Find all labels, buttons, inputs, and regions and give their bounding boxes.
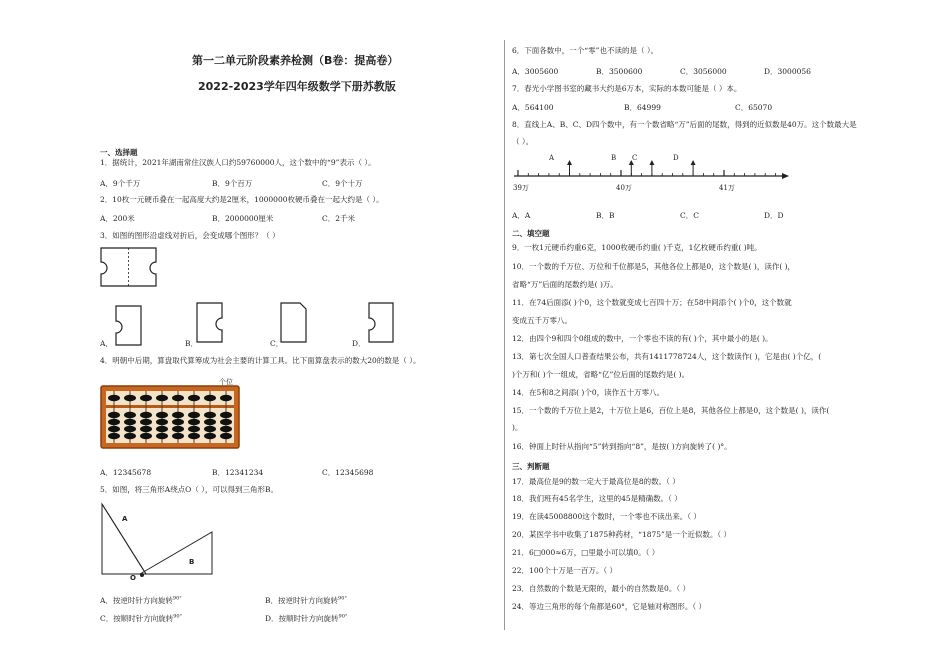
tick-39: 39万 [513, 184, 529, 192]
abacus-bead [204, 433, 216, 439]
q7-option-a: A．564100 [512, 103, 554, 112]
question-2: 2．10枚一元硬币叠在一起高度大约是2厘米，1000000枚硬币叠在一起大约是（ ）。 [100, 195, 384, 204]
question-3: 3．如图的图形沿虚线对折后，会变成哪个图形？（ ） [100, 231, 280, 240]
abacus-bead [172, 433, 184, 439]
q3-option-b: B． [185, 339, 199, 348]
q8-option-c: C．C [680, 211, 699, 220]
abacus-label: 个位 [219, 378, 233, 386]
point-o-label: O [130, 574, 136, 582]
section-choice: 一、选择题 [100, 148, 138, 157]
page-title: 第一二单元阶段素养检测（B卷：提高卷） [192, 54, 399, 67]
q6-option-a: A．3005600 [512, 67, 559, 76]
q2-option-a: A．200米 [100, 214, 135, 223]
triangle-b-label: B [189, 558, 195, 566]
tick-40: 40万 [616, 184, 632, 192]
question-19: 19．在读45008800这个数时，一个零也不读出来。（ ） [512, 512, 701, 521]
abacus-bead [172, 419, 184, 425]
abacus-bead [124, 395, 136, 401]
question-4: 4．明朝中后期，算盘取代算筹成为社会主要的计算工具。比下面算盘表示的数大20的数是（ ）。 [100, 356, 421, 365]
abacus-bead [220, 426, 232, 432]
abacus-bead [140, 419, 152, 425]
question-5: 5．如图，将三角形A绕点O（ ），可以得到三角形B。 [100, 485, 278, 494]
abacus-bead [204, 395, 216, 401]
abacus-bead [172, 426, 184, 432]
q6-option-d: D．3000056 [764, 67, 811, 76]
number-line-arrowhead [567, 160, 572, 165]
q8-option-a: A．A [512, 211, 531, 220]
tick-41: 41万 [719, 184, 735, 192]
question-9: 9．一枚1元硬币约重6克，1000枚硬币约重( )千克，1亿枚硬币约重( )吨。 [512, 243, 762, 252]
question-11: 11．在74后面添( )个0，这个数就变成七百四十万；在58中间添个( )个0，这个数就 [512, 298, 792, 307]
q1-option-a: A．9个千万 [100, 179, 141, 188]
question-8: 8．直线上A、B、C、D四个数中，有一个数省略“万”后面的尾数，得到的近似数是40万。这个数最大是 [512, 120, 857, 129]
abacus-bead [140, 433, 152, 439]
question-7: 7．春光小学图书室的藏书大约是6万本，实际的本数可能是（ ）本。 [512, 84, 742, 93]
point-a-label: A [549, 154, 555, 162]
q3-option-c-shape [280, 302, 310, 344]
question-22: 22．100个十万是一百万。（ ） [512, 566, 617, 575]
question-15: 15．一个数的千万位上是2，十万位上是6，百位上是8，其他各位上都是0，这个数是( )，读作( [512, 406, 830, 415]
abacus-bead [220, 395, 232, 401]
section-fill: 二、填空题 [512, 229, 550, 238]
abacus-bead [204, 426, 216, 432]
question-11-cont: 变成五千万零八。 [512, 316, 572, 325]
question-12: 12．由四个9和四个0组成的数中，一个零也不读的有( )个，其中最小的是( )。 [512, 334, 773, 343]
q8-option-b: B．B [596, 211, 615, 220]
page-subtitle: 2022-2023学年四年级数学下册苏教版 [198, 80, 396, 93]
question-8-cont: （ ）。 [512, 137, 534, 146]
question-1: 1．据统计，2021年湖南常住汉族人口约59760000人，这个数中的“9”表示（ ）。 [100, 158, 376, 167]
abacus-bead [108, 426, 120, 432]
abacus-bead [188, 419, 200, 425]
q4-option-b: B．12341234 [212, 468, 264, 477]
abacus-bead [124, 433, 136, 439]
question-13-cont: )个万和( )个一组成，省略“亿”位后面的尾数约是( )。 [512, 370, 690, 379]
point-d-label: D [673, 154, 679, 162]
q8-option-d: D．D [764, 211, 784, 220]
abacus-bead [140, 395, 152, 401]
question-6: 6．下面各数中，一个“零”也不读的是（ ）。 [512, 46, 659, 55]
section-judge: 三、判断题 [512, 462, 550, 471]
fold-shape-figure [100, 246, 160, 288]
q5-option-b: B．按逆时针方向旋转$^{90^\circ}$ [265, 595, 347, 605]
question-16: 16．钟面上时针从指向“5”转到指向“8”，是按( )方向旋转了( )°。 [512, 442, 732, 451]
abacus-bead [140, 426, 152, 432]
abacus-bead [108, 433, 120, 439]
abacus-bead [156, 419, 168, 425]
abacus-bead [124, 426, 136, 432]
q2-option-c: C．2千米 [322, 214, 356, 223]
question-10: 10．一个数的千万位、万位和千位都是5，其他各位上都是0，这个数是( )，读作( )， [512, 262, 796, 271]
abacus-bead [108, 395, 120, 401]
abacus-bead [108, 412, 120, 418]
q4-option-a: A．12345678 [100, 468, 152, 477]
abacus-bead [172, 395, 184, 401]
abacus-bead [204, 419, 216, 425]
abacus-bead [188, 433, 200, 439]
question-20: 20．某医学书中收集了1875种药材，“1875”是一个近似数。（ ） [512, 530, 732, 539]
q1-option-c: C．9个十万 [322, 179, 363, 188]
q3-option-a-shape [115, 305, 145, 347]
question-18: 18．我们班有45名学生，这里的45是精确数。（ ） [512, 494, 682, 503]
q5-option-d: D．按顺时针方向旋转$^{90^\circ}$ [265, 613, 348, 623]
column-divider [504, 40, 505, 630]
abacus-bead [140, 412, 152, 418]
q7-option-b: B．64999 [624, 103, 661, 112]
abacus-bead [188, 412, 200, 418]
abacus-bead [156, 426, 168, 432]
question-15-cont: )。 [512, 423, 523, 432]
q6-option-b: B．3500600 [596, 67, 643, 76]
point-b-label: B [611, 154, 617, 162]
q2-option-b: B．2000000厘米 [212, 214, 274, 223]
question-24: 24．等边三角形的每个角都是60°，它是轴对称图形。（ ） [512, 602, 706, 611]
abacus-bead [156, 433, 168, 439]
question-10-cont: 省略“万”后面的尾数约是( )万。 [512, 280, 618, 289]
abacus-image [100, 385, 240, 449]
q3-option-a: A． [100, 339, 113, 348]
question-14: 14．在5和8之间添( )个0，读作五十万零八。 [512, 388, 665, 397]
q6-option-c: C．3056000 [680, 67, 727, 76]
q3-option-b-shape [196, 302, 226, 344]
abacus-bead [156, 395, 168, 401]
abacus-bead [172, 412, 184, 418]
point-c-label: C [632, 154, 638, 162]
abacus-bead [204, 412, 216, 418]
q4-option-c: C．12345698 [322, 468, 374, 477]
q7-option-c: C．65070 [735, 103, 773, 112]
q1-option-b: B．9个百万 [212, 179, 253, 188]
q3-option-c: C． [270, 339, 284, 348]
abacus-bead [156, 412, 168, 418]
abacus-bead [124, 412, 136, 418]
q3-option-d-shape [363, 302, 397, 344]
abacus-bead [124, 419, 136, 425]
abacus-bead [108, 419, 120, 425]
question-13: 13．第七次全国人口普查结果公布，共有1411778724人，这个数读作( )，它是由( )个亿，( [512, 352, 822, 361]
q5-option-c: C．按顺时针方向旋转$^{90^\circ}$ [100, 613, 183, 623]
abacus-bead [188, 426, 200, 432]
abacus-bead [188, 395, 200, 401]
triangle-a-label: A [122, 515, 128, 523]
abacus-bead [220, 433, 232, 439]
q3-option-d: D． [352, 339, 366, 348]
question-23: 23．自然数的个数是无限的，最小的自然数是0。（ ） [512, 584, 690, 593]
question-21: 21．6□000≈6万，□里最小可以填0。（ ） [512, 548, 660, 557]
q5-option-a: A．按逆时针方向旋转$^{90^\circ}$ [100, 595, 182, 605]
number-line-arrowhead [649, 160, 654, 165]
question-17: 17．最高位是9的数一定大于最高位是8的数。（ ） [512, 477, 680, 486]
number-line-arrowhead [691, 160, 696, 165]
abacus-bead [220, 419, 232, 425]
abacus-bead [220, 412, 232, 418]
rotation-triangles [100, 500, 220, 582]
